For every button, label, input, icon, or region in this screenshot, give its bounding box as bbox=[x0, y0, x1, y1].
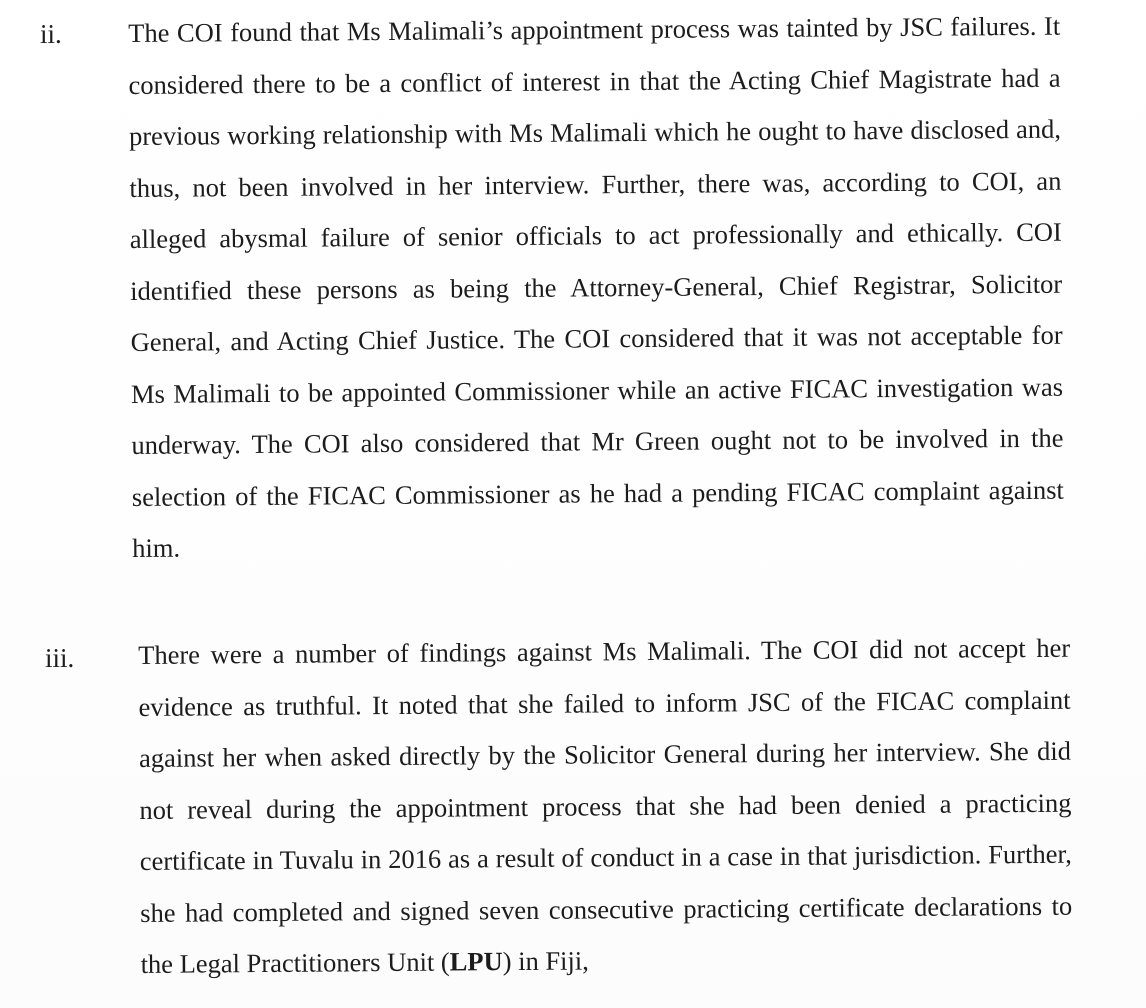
paragraph-text: The COI found that Ms Malimali’s appointment process was tainted by JSC failures. It considered there to be a conflict of interest in that the Acting Chief Magistrate had a previous working relationship with Ms Malimali which he ought to have disclosed and, thus, not been involved in her interview. Further, there was, according to COI, an alleged abysmal failure of senior officials to act professionally and ethically. COI identified these persons as being the Attorney-General, Chief Registrar, Solicitor General, and Acting Chief Justice. The COI considered that it was not acceptable for Ms Malimali to be appointed Commissioner while an active FICAC investigation was underway. The COI also considered that Mr Green ought not to be involved in the selection of the FICAC Commissioner as he had a pending FICAC complaint against him. bbox=[128, 10, 1064, 563]
paragraph-text-part: There were a number of findings against Ms Malimali. The COI did not accept her evidence as truthful. It noted that she failed to inform JSC of the FICAC complaint against her when asked directly by the Solicitor General during her interview. She did not reveal during the appointment process that she had been denied a practicing certificate in Tuvalu in 2016 as a result of conduct in a case in that jurisdiction. Further, she had completed and signed seven consecutive practicing certificate declarations to the Legal Practitioners Unit ( bbox=[138, 632, 1073, 979]
paragraph-text-part: ) in Fiji, bbox=[502, 945, 589, 977]
defined-term-lpu: LPU bbox=[449, 946, 503, 977]
paragraph-number: iii. bbox=[45, 643, 75, 673]
paragraph-text bbox=[138, 623, 1073, 991]
paragraph-number: ii. bbox=[40, 19, 62, 49]
